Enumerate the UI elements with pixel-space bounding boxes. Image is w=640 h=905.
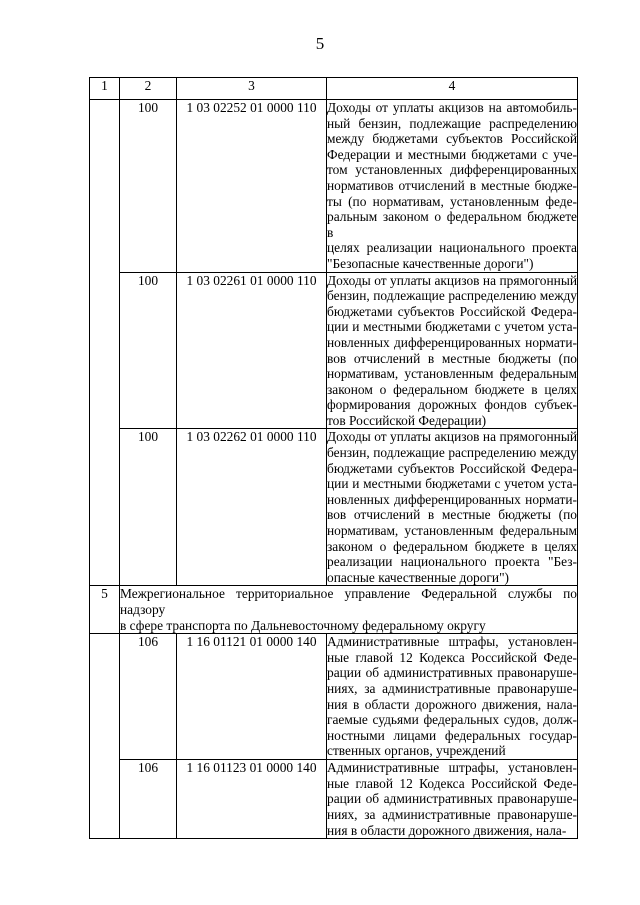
text-line: бюджетами субъектов Российской Федера- <box>327 460 577 476</box>
text-line: ные главой 12 Кодекса Российской Феде- <box>327 775 577 791</box>
text-line: вов отчислений в местные бюджеты (по <box>327 350 577 366</box>
text-line: реализации национального проекта "Без- <box>327 554 577 570</box>
text-line: бюджетами субъектов Российской Федера- <box>327 303 577 319</box>
text-line: Доходы от уплаты акцизов на прямогонный <box>327 429 577 445</box>
header-col-3: 3 <box>177 78 327 100</box>
text-line: законом о федеральном бюджете в целях <box>327 538 577 554</box>
admin-code-cell: 100 <box>120 100 177 273</box>
text-line: нормативам, установленным федеральным <box>327 523 577 539</box>
header-col-4: 4 <box>327 78 578 100</box>
text-line: ния в области дорожного движения, нала- <box>327 696 577 712</box>
text-line: рации об административных правонаруше- <box>327 791 577 807</box>
text-line: ниях, за административные правонаруше- <box>327 806 577 822</box>
kbk-code-cell: 1 03 02261 01 0000 110 <box>177 272 327 429</box>
text-line: ции и местными бюджетами с учетом уста- <box>327 319 577 335</box>
text-line: ностными лицами федеральных государ- <box>327 727 577 743</box>
text-line: бензин, подлежащие распределению между <box>327 445 577 461</box>
table-row <box>90 760 578 839</box>
text-line: ции и местными бюджетами с учетом уста- <box>327 476 577 492</box>
admin-code-cell: 106 <box>120 760 177 839</box>
text-line: целях реализации национального проекта <box>327 240 577 256</box>
section-number: 5 <box>90 586 120 634</box>
text-line: ные главой 12 Кодекса Российской Феде- <box>327 649 577 665</box>
description-cell <box>327 634 578 760</box>
text-line: Межрегиональное территориальное управление Федеральной службы по надзору <box>120 586 577 617</box>
empty-number-cell <box>90 100 120 586</box>
table-row <box>90 634 578 760</box>
text-line: ния в области дорожного движения, нала- <box>327 822 567 838</box>
description-cell <box>327 272 578 429</box>
description-cell <box>327 429 578 586</box>
text-line: Доходы от уплаты акцизов на автомобиль- <box>327 100 577 115</box>
text-line: Административные штрафы, установлен- <box>327 634 577 650</box>
text-line: рации об административных правонаруше- <box>327 665 577 681</box>
table-row <box>90 100 578 273</box>
text-line: вов отчислений в местные бюджеты (по <box>327 507 577 523</box>
text-line: ственных органов, учреждений <box>327 743 506 759</box>
section-row <box>90 586 578 634</box>
page-number: 5 <box>315 34 325 53</box>
kbk-code-cell: 1 03 02262 01 0000 110 <box>177 429 327 586</box>
table-row <box>90 429 578 586</box>
table-header-row <box>90 78 578 100</box>
text-line: ниях, за административные правонаруше- <box>327 680 577 696</box>
text-line: между бюджетами субъектов Российской <box>327 131 577 147</box>
revenue-table <box>89 77 578 839</box>
admin-code-cell: 100 <box>120 272 177 429</box>
text-line: Федерации и местными бюджетами с уче- <box>327 146 577 162</box>
text-line: Доходы от уплаты акцизов на прямогонный <box>327 272 577 288</box>
section-title <box>120 586 578 634</box>
text-line: бензин, подлежащие распределению между <box>327 288 577 304</box>
admin-code-cell: 106 <box>120 634 177 760</box>
header-col-2: 2 <box>120 78 177 100</box>
text-line: законом о федеральном бюджете в целях <box>327 381 577 397</box>
text-line: новленных дифференцированных нормати- <box>327 491 577 507</box>
header-col-1: 1 <box>90 78 120 100</box>
text-line: ный бензин, подлежащие распределению <box>327 115 577 131</box>
text-line: гаемые судьями федеральных судов, долж- <box>327 712 577 728</box>
kbk-code-cell: 1 03 02252 01 0000 110 <box>177 100 327 273</box>
text-line: "Безопасные качественные дороги") <box>327 255 534 271</box>
kbk-code-cell: 1 16 01121 01 0000 140 <box>177 634 327 760</box>
table-row <box>90 272 578 429</box>
text-line: новленных дифференцированных нормати- <box>327 334 577 350</box>
text-line: формирования дорожных фондов субъек- <box>327 397 577 413</box>
description-cell <box>327 760 578 839</box>
text-line: тов Российской Федерации) <box>327 412 487 428</box>
text-line: ты (по нормативам, установленным феде- <box>327 193 577 209</box>
description-cell <box>327 100 578 273</box>
kbk-code-cell: 1 16 01123 01 0000 140 <box>177 760 327 839</box>
empty-number-cell <box>90 634 120 839</box>
admin-code-cell: 100 <box>120 429 177 586</box>
text-line: Административные штрафы, установлен- <box>327 760 577 776</box>
text-line: в сфере транспорта по Дальневосточному федеральному округу <box>120 617 486 633</box>
text-line: ральным законом о федеральном бюджете в <box>327 209 577 240</box>
text-line: том установленных дифференцированных <box>327 162 577 178</box>
text-line: нормативам, установленным федеральным <box>327 366 577 382</box>
text-line: опасные качественные дороги") <box>327 569 510 585</box>
text-line: нормативов отчислений в местные бюдже- <box>327 177 577 193</box>
